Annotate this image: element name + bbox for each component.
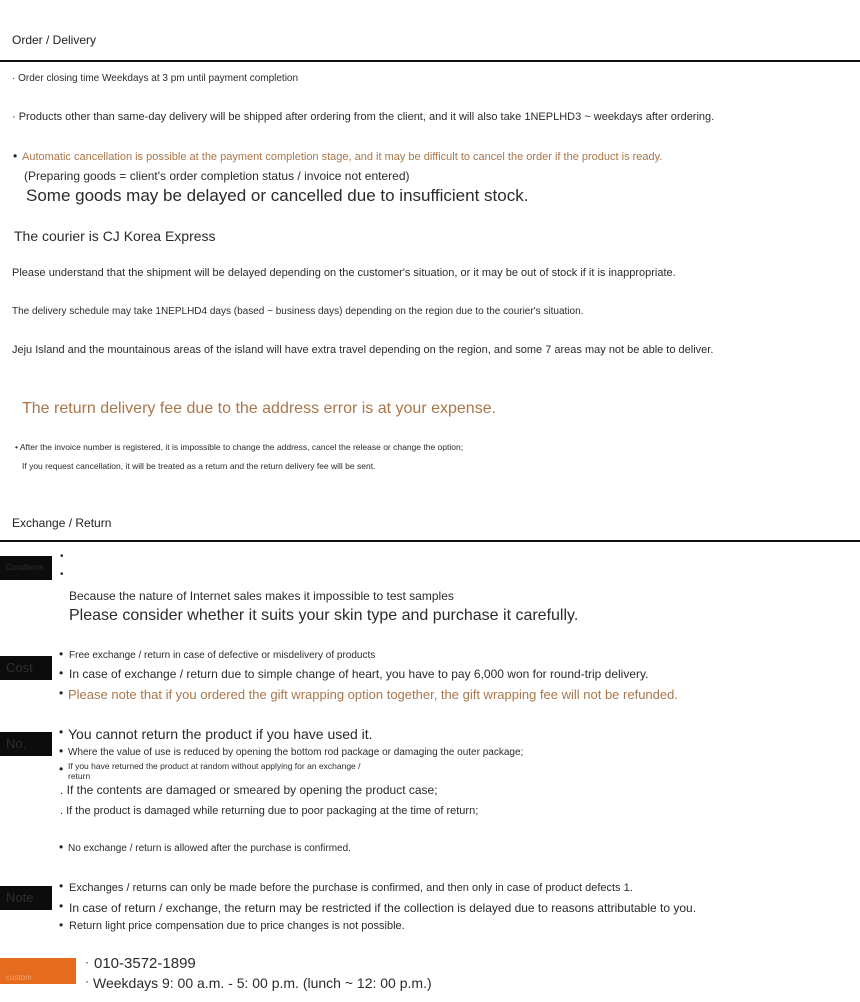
bullet-dot: ·: [85, 974, 89, 988]
bullet-dot: •: [59, 725, 64, 739]
bullet-dot: •: [59, 647, 64, 661]
price-compensation-note: Return light price compensation due to price changes is not possible.: [69, 920, 405, 932]
skin-type-note: Please consider whether it suits your skin type and purchase it carefully.: [69, 607, 579, 624]
section-divider: [0, 60, 860, 62]
shipping-lead-time: · Products other than same-day delivery will be shipped after ordering from the client, and it will also take 1NEPLHD3 ~ weekdays after ordering.: [12, 111, 715, 123]
defect-only-note: Exchanges / returns can only be made before the purchase is confirmed, and then only in case of product defects 1.: [69, 882, 633, 894]
bullet-dot: •: [60, 569, 64, 580]
value-reduced-note: Where the value of use is reduced by opening the bottom rod package or damaging the outer package;: [68, 747, 524, 758]
auto-cancellation-note: Automatic cancellation is possible at the payment completion stage, and it may be difficult to cancel the order if the product is ready.: [22, 151, 663, 163]
conditions-label: Conditions: [0, 556, 52, 580]
bullet-dot: •: [59, 918, 64, 932]
gift-wrap-fee-note: Please note that if you ordered the gift wrapping option together, the gift wrapping fee will not be refunded.: [68, 687, 678, 702]
cs-phone: 010-3572-1899: [94, 955, 196, 972]
bullet-dot: ·: [85, 955, 89, 969]
customer-service-label: custom: [0, 958, 76, 984]
bullet-dot: •: [59, 879, 64, 893]
order-closing-time: · Order closing time Weekdays at 3 pm until payment completion: [12, 73, 299, 84]
round-trip-fee-note: In case of exchange / return due to simple change of heart, you have to pay 6,000 won for round-trip delivery.: [69, 667, 649, 681]
courier-info: The courier is CJ Korea Express: [14, 228, 216, 244]
delivery-schedule-note: The delivery schedule may take 1NEPLHD4 days (based ~ business days) depending on the region due to the courier's situation.: [12, 306, 584, 317]
note-label: Note: [0, 886, 52, 910]
order-delivery-heading: Order / Delivery: [12, 33, 97, 47]
used-product-note: You cannot return the product if you have used it.: [68, 726, 373, 742]
shipment-delay-note: Please understand that the shipment will be delayed depending on the customer's situation, or it may be out of stock if it is inappropriate.: [12, 267, 676, 279]
cost-label: Cost: [0, 656, 52, 680]
bullet-dot: •: [60, 551, 64, 562]
random-return-note: If you have returned the product at random without applying for an exchange /: [68, 761, 361, 771]
no-label: No.: [0, 732, 52, 756]
bullet-dot: •: [59, 686, 64, 700]
return-fee-notice: The return delivery fee due to the address error is at your expense.: [22, 400, 497, 417]
free-exchange-note: Free exchange / return in case of defective or misdelivery of products: [69, 650, 376, 661]
packaging-damage-note: . If the product is damaged while returning due to poor packaging at the time of return;: [60, 805, 479, 817]
purchase-confirmed-note: No exchange / return is allowed after the purchase is confirmed.: [68, 843, 351, 854]
bullet-dot: •: [59, 899, 64, 913]
bullet-dot: •: [59, 666, 64, 680]
preparing-goods-note: (Preparing goods = client's order completion status / invoice not entered): [24, 169, 410, 183]
bullet-dot: •: [13, 149, 18, 163]
stock-delay-note: Some goods may be delayed or cancelled due to insufficient stock.: [26, 186, 529, 205]
random-return-note-cont: return: [68, 771, 91, 781]
section-divider: [0, 540, 860, 542]
contents-damaged-note: . If the contents are damaged or smeared by opening the product case;: [60, 783, 438, 797]
collection-delay-note: In case of return / exchange, the return may be restricted if the collection is delayed due to reasons attributable to you.: [69, 901, 697, 915]
bullet-dot: •: [59, 762, 64, 776]
jeju-delivery-note: Jeju Island and the mountainous areas of the island will have extra travel depending on the region, and some 7 areas may not be able to deliver.: [12, 344, 714, 356]
cancellation-return-note: If you request cancellation, it will be treated as a return and the return delivery fee will be sent.: [22, 461, 376, 471]
bullet-dot: •: [59, 840, 64, 854]
invoice-registered-note: • After the invoice number is registered, it is impossible to change the address, cancel the release or change the option;: [15, 442, 464, 452]
cs-hours: Weekdays 9: 00 a.m. - 5: 00 p.m. (lunch ~ 12: 00 p.m.): [93, 975, 432, 991]
exchange-return-heading: Exchange / Return: [12, 516, 112, 530]
bullet-dot: •: [59, 744, 64, 758]
sample-test-note: Because the nature of Internet sales makes it impossible to test samples: [69, 589, 454, 603]
